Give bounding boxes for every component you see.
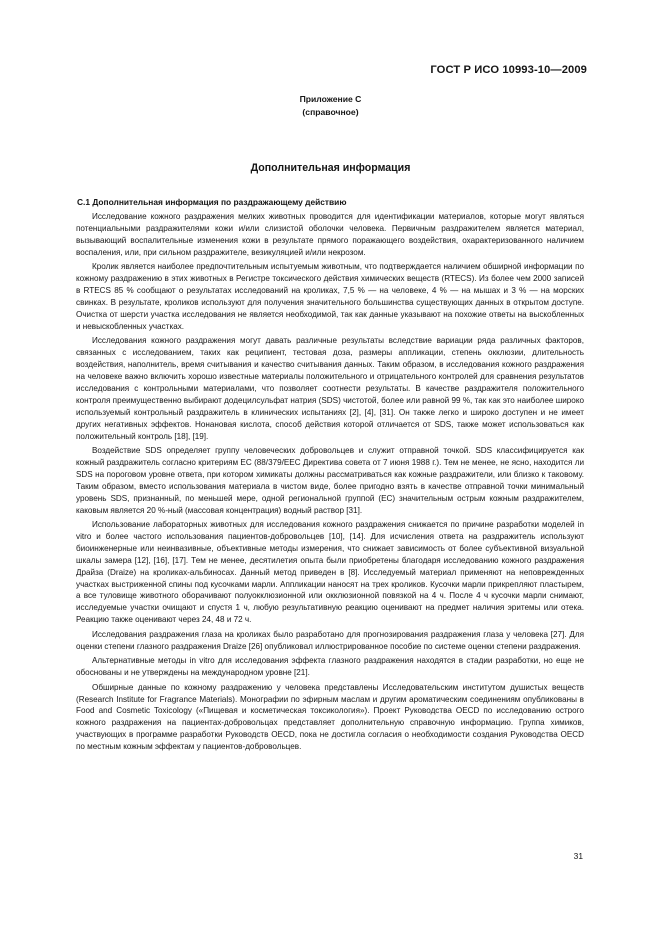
section-title: Дополнительная информация: [250, 162, 411, 174]
paragraph: Воздействие SDS определяет группу человеческих добровольцев и служит отправной точкой. SDS классифицируется как кожный раздражитель согласно критериям ЕС (88/379/ЕЕС Директива совета от 7 июня 1988 г.). Тем не менее, не ясно, находится ли SDS на пороговом уровне ответа, при котором химикаты должны рассматриваться как кожные раздражители, или близко к таковому. Таким образом, вместо использования материала в чистом виде, более пригодно взять в качестве отправной точки минимальный уровень SDS, признанный, по меньшей мере, одной региональной группой (ЕС) значительным острым кожным раздражителем, каковым является 20 %-ный (массовая концентрация) водный раствор [31].: [76, 446, 584, 515]
paragraph: Использование лабораторных животных для исследования кожного раздражения снижается по причине разработки моделей in vitro и более частого использования пациентов-добровольцев [10], [14]. Для исчисления ответа на раздражитель используют биоинженерные или неинвазивные, объективные методы измерения, что снижает зависимость от более субъективной визуальной шкалы замера [12], [16], [17]. Тем не менее, десятилетия опыта были приобретены благодаря исследованию кожного раздражения Драйза (Draize) на кроликах-альбиносах. Данный метод приведен в [8]. Исследуемый материал применяют на неповрежденных участках выстриженной спины под кусочками марли. Аппликации наносят на трех кроликов. Кусочки марли прикрепляют пластырем, а все туловище животного оборачивают полуокклюзионной или окклюзионной повязкой на 4 ч. После 4 ч кусочки марли снимают, исследуемые участки очищают и спустя 1 ч, любую результативную реакцию оценивают на предмет наличия эритемы или отека. Реакцию также оценивают через 24, 48 и 72 ч.: [76, 520, 584, 625]
paragraph: Обширные данные по кожному раздражению у человека представлены Исследовательским институтом душистых веществ (Research Institute for Fragrance Materials). Монографии по эфирным маслам и другим ароматическим соединениям опубликованы в Food and Cosmetic Toxicology («Пищевая и косметическая токсикология»). Проект Руководства OECD по исследованию острого кожного раздражения на пациентах-добровольцах представляет дополнительную справочную информацию. Группа химиков, участвующих в программе разработки Руководств OECD, пока не достигла согласия о необходимости создания Руководства OECD по местным кожным эффектам у пациентов-добровольцев.: [76, 682, 584, 752]
appendix-subtitle: (справочное): [302, 107, 359, 117]
body-text: [76, 211, 584, 756]
appendix-heading: [0, 93, 661, 119]
paragraph: Исследования раздражения глаза на кроликах было разработано для прогнозирования раздражения глаза у человека [27]. Для оценки степени глазного раздражения Draize [26] опубликовал иллюстрированное пособие по системе оценки степени раздражения.: [76, 629, 584, 651]
appendix-title: Приложение С: [299, 94, 362, 104]
paragraph: Кролик является наиболее предпочтительным испытуемым животным, что подтверждается наличием обширной информации по кожному раздражению в этих животных в Регистре токсического действия химических веществ (RTECS). Из более чем 2000 записей в RTECS 85 % сообщают о результатах исследований на кроликах, 7,5 % — на человеке, 4 % — на мышах и 3 % — на морских свинках. В результате, кроликов используют для получения значительного большинства существующих данных в открытом доступе. Очистка от шерсти участка исследования не является необходимой, так как данные указывают на похожие ответы на выскобленных и невыскобленных участках.: [76, 262, 584, 331]
page-number: 31: [573, 851, 583, 861]
subsection-title: С.1 Дополнительная информация по раздражающему действию: [77, 197, 347, 207]
paragraph: Альтернативные методы in vitro для исследования эффекта глазного раздражения находятся в стадии разработки, но еще не обоснованы и не утверждены на международном уровне [21].: [76, 656, 584, 678]
document-code: ГОСТ Р ИСО 10993-10—2009: [430, 64, 587, 76]
paragraph: Исследования кожного раздражения могут давать различные результаты вследствие вариации ряда различных факторов, связанных с исследованием, таких как реципиент, тестовая доза, размеры аппликации, степень окклюзии, длительность воздействия, наполнитель, время считывания и качество считывания данных. Таким образом, в исследования кожного раздражения на человеке важно включить хорошо известные материалы положительного и отрицательного контролей для сравнения результатов исследования с контрольными материалами, что позволяет соотнести результаты. В качестве раздражителя положительного контроля преимущественно выбирают додецилсульфат натрия (SDS) чистотой, более или равной 99 %, так как это наиболее широко используемый контрольный раздражитель в клинических испытаниях [2], [4], [31]. Он также легко и широко доступен и не имеет других негативных эффектов. Нонановая кислота, способ действия которой отличается от SDS, также может использоваться как положительный контроль [18], [19].: [76, 336, 584, 441]
paragraph: Исследование кожного раздражения мелких животных проводится для идентификации материалов, которые могут являться потенциальными раздражителями кожи и/или слизистой оболочки человека. Первичным раздражителем является материал, вызывающий воспалительные изменения кожи в результате прямого поражающего воздействия, охарактеризованного наличием воспаления, или, при сильном раздражителе, везикуляцией и/или некрозом.: [76, 212, 584, 257]
